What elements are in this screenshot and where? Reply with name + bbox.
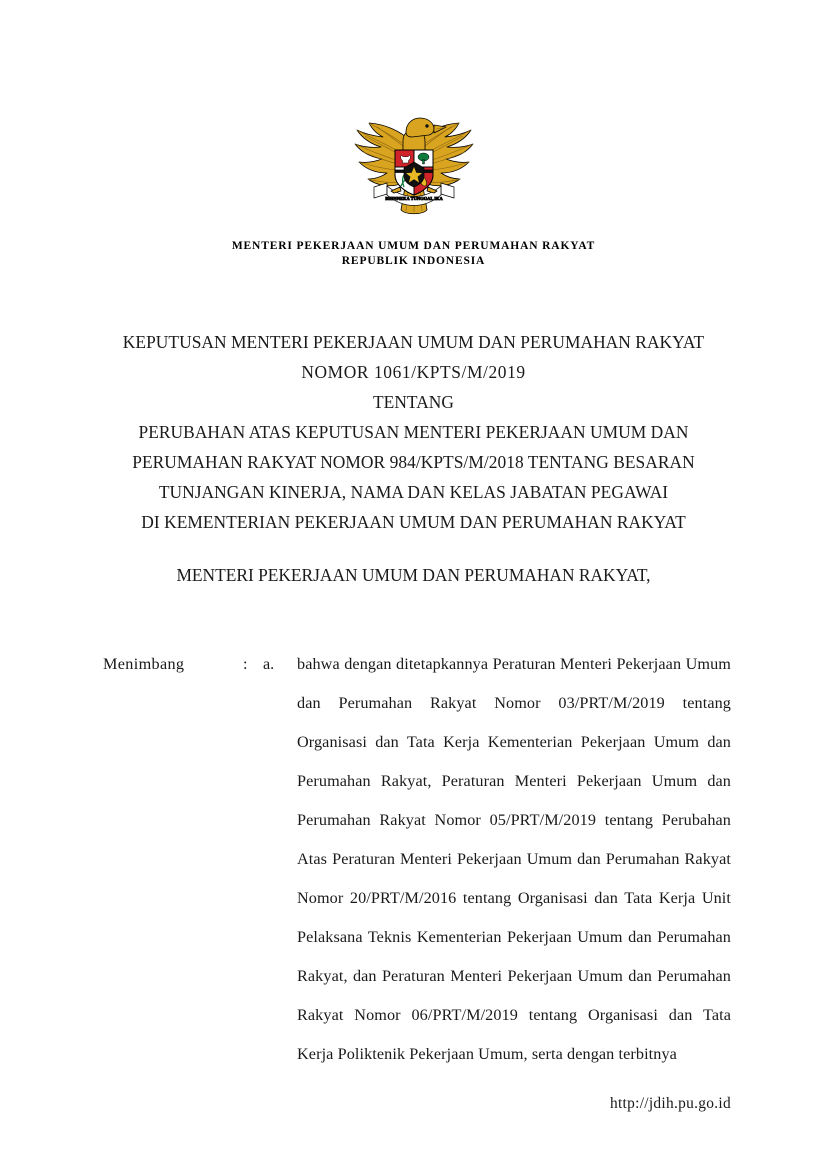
signatory-heading — [48, 561, 779, 589]
title-line-5: PERUMAHAN RAKYAT NOMOR 984/KPTS/M/2018 TENTANG BESARAN — [132, 452, 695, 472]
letterhead-line-republic: REPUBLIK INDONESIA — [341, 255, 486, 267]
title-line-tentang: TENTANG — [372, 392, 455, 412]
clause-paragraph: bahwa dengan ditetapkannya Peraturan Menteri Pekerjaan Umum dan Perumahan Rakyat Nomor 03/PRT/M/2019 tentang Organisasi dan Tata Kerja Kementerian Pekerjaan Umum dan Perumahan Rakyat, Peraturan Menteri Pekerjaan Umum dan Perumahan Rakyat Nomor 05/PRT/M/2019 tentang Perubahan Atas Peraturan Menteri Pekerjaan Umum dan Perumahan Rakyat Nomor 20/PRT/M/2016 tentang Organisasi dan Tata Kerja Unit Pelaksana Teknis Kementerian Pekerjaan Umum dan Perumahan Rakyat, dan Peraturan Menteri Pekerjaan Umum dan Perumahan Rakyat Nomor 06/PRT/M/2019 tentang Organisasi dan Tata Kerja Poliktenik Pekerjaan Umum, serta dengan terbitnya — [297, 655, 731, 1063]
signatory-line-text: MENTERI PEKERJAAN UMUM DAN PERUMAHAN RAKYAT, — [176, 565, 651, 585]
title-line-4: PERUBAHAN ATAS KEPUTUSAN MENTERI PEKERJAAN UMUM DAN — [138, 422, 689, 442]
clause-colon: : — [243, 655, 248, 673]
page-footer — [48, 1092, 731, 1116]
title-line-6: TUNJANGAN KINERJA, NAMA DAN KELAS JABATAN PEGAWAI — [158, 482, 669, 502]
garuda-pancasila-emblem — [352, 112, 476, 218]
clause-marker-a: a. — [263, 655, 275, 673]
decree-title-block — [48, 327, 779, 537]
letterhead-line-ministry: MENTERI PEKERJAAN UMUM DAN PERUMAHAN RAKYAT — [231, 240, 596, 252]
letterhead — [0, 239, 827, 269]
emblem-container — [0, 112, 827, 223]
footer-url-jdih: http://jdih.pu.go.id — [609, 1095, 731, 1112]
considering-clause — [103, 645, 731, 1074]
title-line-1: KEPUTUSAN MENTERI PEKERJAAN UMUM DAN PERUMAHAN RAKYAT — [122, 332, 705, 352]
clause-label-menimbang: Menimbang — [103, 655, 185, 673]
clause-body-text — [297, 645, 731, 1074]
emblem-motto-text: BHINNEKA TUNGGAL IKA — [384, 196, 443, 201]
title-line-number: NOMOR 1061/KPTS/M/2019 — [301, 362, 526, 382]
title-line-7: DI KEMENTERIAN PEKERJAAN UMUM DAN PERUMAHAN RAKYAT — [141, 512, 686, 532]
